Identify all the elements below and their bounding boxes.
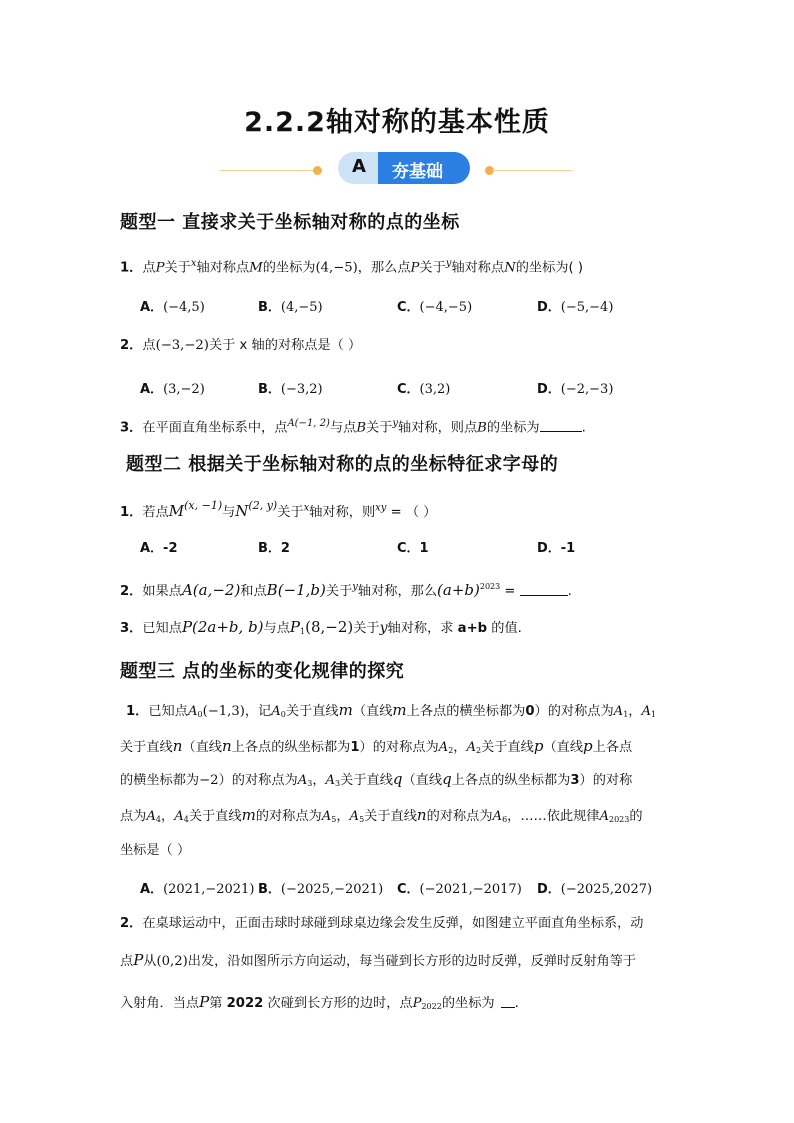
s2-q2: 2．如果点A(a,−2)和点B(−1,b)关于$^y$轴对称，那么$(a+b)^{2023}$ = . bbox=[120, 581, 572, 599]
s3-q1-option-a: A．(2021,−2021) bbox=[140, 882, 255, 897]
s1-q2-option-c: C．(3,2) bbox=[397, 382, 451, 397]
s1-q2-option-b: B．(−3,2) bbox=[258, 382, 323, 397]
s3-q1-line4: 点为$A_4$，$A_4$关于直线m的对称点为$A_5$，$A_5$关于直线n的对称点为$A_6$，……依此规律$A_{2023}$的 bbox=[120, 806, 643, 824]
s1-q1-option-a: A．(−4,5) bbox=[140, 300, 205, 315]
s2-q1: 1．若点$M^{(x, -1)}$与N$^{(2, y)}$关于$^x$轴对称，则$^{xy}$ = （ ） bbox=[120, 499, 437, 520]
page-title: 2.2.2轴对称的基本性质 bbox=[244, 107, 550, 138]
s1-q1-option-b: B．(4,−5) bbox=[258, 300, 323, 315]
badge-label: 夯基础 bbox=[392, 162, 443, 182]
s2-q1-option-d: D．-1 bbox=[537, 541, 576, 556]
s1-q2-option-d: D．(−2,−3) bbox=[537, 382, 614, 397]
s3-q1-option-b: B．(−2025,−2021) bbox=[258, 882, 384, 897]
s1-q1-option-d: D．(−5,−4) bbox=[537, 300, 614, 315]
s2-q3: 3．已知点P(2a+b, b)与点$P_1(8,-2)$关于y轴对称，求 a+b 的值. bbox=[120, 618, 522, 636]
s3-q1-line5: 坐标是（ ） bbox=[120, 843, 191, 858]
s3-q2-line2: 点P从(0,2)出发，沿如图所示方向运动，每当碰到长方形的边时反弹，反弹时反射角等于 bbox=[120, 951, 637, 969]
s1-q3: 3．在平面直角坐标系中，点$^{A(-1, 2)}$与点B关于$^y$轴对称，则点B的坐标为 . bbox=[120, 418, 586, 436]
s2-q1-option-c: C．1 bbox=[397, 541, 429, 556]
s3-q1-line3: 的横坐标都为−2）的对称点为$A_3$，$A_3$关于直线q（直线q上各点的纵坐标都为3）的对称 bbox=[120, 770, 633, 788]
s3-q1-option-c: C．(−2021,−2017) bbox=[397, 882, 522, 897]
answer-blank bbox=[540, 419, 582, 432]
s1-q2: 2．点(−3,−2)关于 x 轴的对称点是（ ） bbox=[120, 338, 362, 353]
answer-blank bbox=[501, 995, 515, 1008]
s2-q1-option-a: A．-2 bbox=[140, 541, 178, 556]
s3-q2-line3: 入射角．当点P第 2022 次碰到长方形的边时，点$P_{2022}$的坐标为 . bbox=[120, 993, 519, 1011]
badge-left-line bbox=[220, 170, 315, 171]
badge-letter: A bbox=[352, 156, 366, 177]
section-heading-1: 题型一 直接求关于坐标轴对称的点的坐标 bbox=[120, 212, 460, 233]
answer-blank bbox=[520, 583, 568, 596]
section-heading-3: 题型三 点的坐标的变化规律的探究 bbox=[120, 661, 405, 682]
s2-q1-option-b: B．2 bbox=[258, 541, 290, 556]
badge-right-line bbox=[492, 170, 572, 171]
section-heading-2: 题型二 根据关于坐标轴对称的点的坐标特征求字母的 bbox=[126, 454, 559, 475]
s3-q1-line1: 1．已知点$A_0(-1,3)$，记$A_0$关于直线m（直线m上各点的横坐标都为0）的对称点为$A_1$，$A_1$ bbox=[126, 701, 657, 719]
s1-q1-option-c: C．(−4,−5) bbox=[397, 300, 473, 315]
s1-q2-option-a: A．(3,−2) bbox=[140, 382, 205, 397]
badge-left-dot bbox=[313, 166, 322, 175]
s1-q1: 1．点P关于$^x$轴对称点M的坐标为(4,−5)，那么点P关于$^y$轴对称点N的坐标为( ) bbox=[120, 258, 583, 276]
s3-q1-option-d: D．(−2025,2027) bbox=[537, 882, 653, 897]
s3-q1-line2: 关于直线n（直线n上各点的纵坐标都为1）的对称点为$A_2$，$A_2$关于直线p（直线p上各点 bbox=[120, 737, 633, 755]
s3-q2-line1: 2．在桌球运动中，正面击球时球碰到球桌边缘会发生反弹，如图建立平面直角坐标系，动 bbox=[120, 916, 644, 931]
